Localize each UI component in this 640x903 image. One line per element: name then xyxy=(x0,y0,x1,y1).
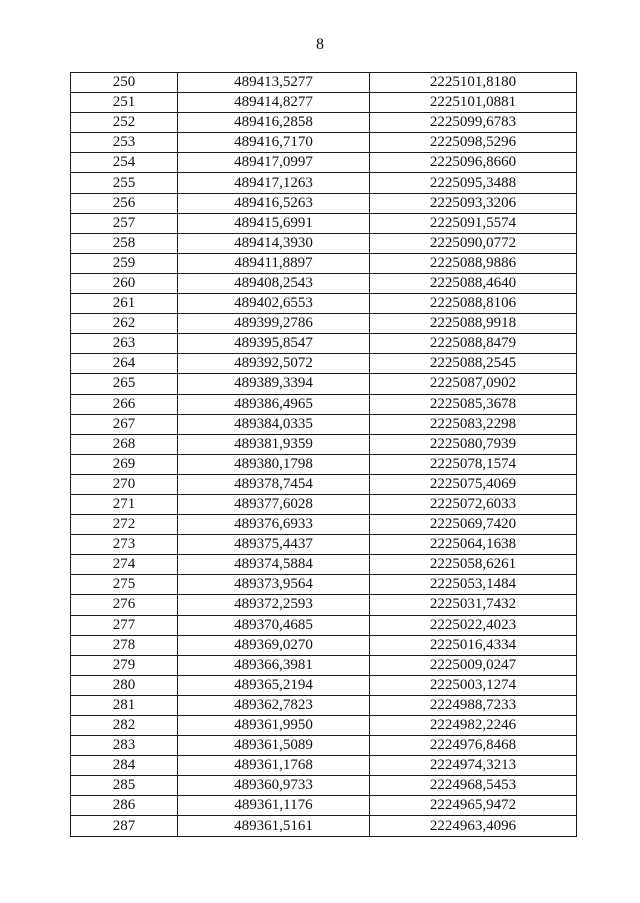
x-coordinate-cell: 489416,5263 xyxy=(178,193,370,213)
x-coordinate-cell: 489386,4965 xyxy=(178,394,370,414)
x-coordinate-cell: 489374,5884 xyxy=(178,555,370,575)
x-coordinate-cell: 489369,0270 xyxy=(178,635,370,655)
point-number-cell: 267 xyxy=(71,414,178,434)
point-number-cell: 275 xyxy=(71,575,178,595)
x-coordinate-cell: 489381,9359 xyxy=(178,434,370,454)
x-coordinate-cell: 489414,8277 xyxy=(178,93,370,113)
x-coordinate-cell: 489376,6933 xyxy=(178,515,370,535)
point-number-cell: 253 xyxy=(71,133,178,153)
y-coordinate-cell: 2224965,9472 xyxy=(370,796,577,816)
y-coordinate-cell: 2225093,3206 xyxy=(370,193,577,213)
point-number-cell: 278 xyxy=(71,635,178,655)
table-row xyxy=(71,334,577,354)
table-row xyxy=(71,314,577,334)
point-number-cell: 250 xyxy=(71,73,178,93)
point-number-cell: 265 xyxy=(71,374,178,394)
y-coordinate-cell: 2225091,5574 xyxy=(370,213,577,233)
y-coordinate-cell: 2225088,2545 xyxy=(370,354,577,374)
point-number-cell: 260 xyxy=(71,273,178,293)
y-coordinate-cell: 2225088,8106 xyxy=(370,294,577,314)
x-coordinate-cell: 489361,9950 xyxy=(178,716,370,736)
y-coordinate-cell: 2225098,5296 xyxy=(370,133,577,153)
table-row xyxy=(71,173,577,193)
y-coordinate-cell: 2225088,4640 xyxy=(370,273,577,293)
point-number-cell: 252 xyxy=(71,113,178,133)
y-coordinate-cell: 2224976,8468 xyxy=(370,736,577,756)
page-number: 8 xyxy=(316,36,324,53)
y-coordinate-cell: 2224974,3213 xyxy=(370,756,577,776)
y-coordinate-cell: 2225064,1638 xyxy=(370,535,577,555)
table-row xyxy=(71,454,577,474)
point-number-cell: 251 xyxy=(71,93,178,113)
x-coordinate-cell: 489399,2786 xyxy=(178,314,370,334)
table-row xyxy=(71,414,577,434)
y-coordinate-cell: 2224982,2246 xyxy=(370,716,577,736)
point-number-cell: 287 xyxy=(71,816,178,836)
point-number-cell: 272 xyxy=(71,515,178,535)
y-coordinate-cell: 2225022,4023 xyxy=(370,615,577,635)
x-coordinate-cell: 489361,5161 xyxy=(178,816,370,836)
x-coordinate-cell: 489370,4685 xyxy=(178,615,370,635)
table-row xyxy=(71,635,577,655)
y-coordinate-cell: 2225095,3488 xyxy=(370,173,577,193)
table-row xyxy=(71,113,577,133)
x-coordinate-cell: 489416,2858 xyxy=(178,113,370,133)
x-coordinate-cell: 489361,1768 xyxy=(178,756,370,776)
x-coordinate-cell: 489413,5277 xyxy=(178,73,370,93)
y-coordinate-cell: 2225003,1274 xyxy=(370,675,577,695)
table-row xyxy=(71,515,577,535)
table-row xyxy=(71,736,577,756)
table-row xyxy=(71,796,577,816)
point-number-cell: 269 xyxy=(71,454,178,474)
table-row xyxy=(71,494,577,514)
y-coordinate-cell: 2225096,8660 xyxy=(370,153,577,173)
x-coordinate-cell: 489361,5089 xyxy=(178,736,370,756)
x-coordinate-cell: 489417,0997 xyxy=(178,153,370,173)
y-coordinate-cell: 2225101,0881 xyxy=(370,93,577,113)
y-coordinate-cell: 2225099,6783 xyxy=(370,113,577,133)
table-row xyxy=(71,776,577,796)
table-row xyxy=(71,354,577,374)
point-number-cell: 255 xyxy=(71,173,178,193)
y-coordinate-cell: 2225085,3678 xyxy=(370,394,577,414)
y-coordinate-cell: 2225088,9886 xyxy=(370,253,577,273)
x-coordinate-cell: 489414,3930 xyxy=(178,233,370,253)
x-coordinate-cell: 489416,7170 xyxy=(178,133,370,153)
point-number-cell: 285 xyxy=(71,776,178,796)
x-coordinate-cell: 489395,8547 xyxy=(178,334,370,354)
coordinates-table-body xyxy=(71,73,577,837)
point-number-cell: 283 xyxy=(71,736,178,756)
point-number-cell: 263 xyxy=(71,334,178,354)
table-row xyxy=(71,193,577,213)
x-coordinate-cell: 489360,9733 xyxy=(178,776,370,796)
y-coordinate-cell: 2225053,1484 xyxy=(370,575,577,595)
point-number-cell: 279 xyxy=(71,655,178,675)
point-number-cell: 256 xyxy=(71,193,178,213)
coordinates-table xyxy=(70,72,577,837)
x-coordinate-cell: 489417,1263 xyxy=(178,173,370,193)
x-coordinate-cell: 489362,7823 xyxy=(178,695,370,715)
table-row xyxy=(71,555,577,575)
y-coordinate-cell: 2225087,0902 xyxy=(370,374,577,394)
x-coordinate-cell: 489415,6991 xyxy=(178,213,370,233)
x-coordinate-cell: 489392,5072 xyxy=(178,354,370,374)
x-coordinate-cell: 489408,2543 xyxy=(178,273,370,293)
point-number-cell: 274 xyxy=(71,555,178,575)
point-number-cell: 262 xyxy=(71,314,178,334)
table-row xyxy=(71,695,577,715)
table-row xyxy=(71,675,577,695)
table-row xyxy=(71,655,577,675)
point-number-cell: 268 xyxy=(71,434,178,454)
x-coordinate-cell: 489380,1798 xyxy=(178,454,370,474)
point-number-cell: 284 xyxy=(71,756,178,776)
y-coordinate-cell: 2224963,4096 xyxy=(370,816,577,836)
point-number-cell: 282 xyxy=(71,716,178,736)
y-coordinate-cell: 2225009,0247 xyxy=(370,655,577,675)
table-row xyxy=(71,233,577,253)
table-row xyxy=(71,294,577,314)
x-coordinate-cell: 489373,9564 xyxy=(178,575,370,595)
y-coordinate-cell: 2225083,2298 xyxy=(370,414,577,434)
point-number-cell: 281 xyxy=(71,695,178,715)
x-coordinate-cell: 489377,6028 xyxy=(178,494,370,514)
point-number-cell: 280 xyxy=(71,675,178,695)
table-row xyxy=(71,816,577,836)
table-row xyxy=(71,213,577,233)
x-coordinate-cell: 489389,3394 xyxy=(178,374,370,394)
table-row xyxy=(71,133,577,153)
x-coordinate-cell: 489384,0335 xyxy=(178,414,370,434)
point-number-cell: 270 xyxy=(71,474,178,494)
y-coordinate-cell: 2225072,6033 xyxy=(370,494,577,514)
x-coordinate-cell: 489365,2194 xyxy=(178,675,370,695)
y-coordinate-cell: 2225075,4069 xyxy=(370,474,577,494)
y-coordinate-cell: 2225090,0772 xyxy=(370,233,577,253)
table-row xyxy=(71,93,577,113)
x-coordinate-cell: 489372,2593 xyxy=(178,595,370,615)
table-row xyxy=(71,716,577,736)
table-row xyxy=(71,474,577,494)
x-coordinate-cell: 489375,4437 xyxy=(178,535,370,555)
point-number-cell: 258 xyxy=(71,233,178,253)
y-coordinate-cell: 2225031,7432 xyxy=(370,595,577,615)
table-row xyxy=(71,394,577,414)
table-row xyxy=(71,273,577,293)
x-coordinate-cell: 489361,1176 xyxy=(178,796,370,816)
point-number-cell: 266 xyxy=(71,394,178,414)
y-coordinate-cell: 2225088,9918 xyxy=(370,314,577,334)
point-number-cell: 257 xyxy=(71,213,178,233)
y-coordinate-cell: 2224968,5453 xyxy=(370,776,577,796)
point-number-cell: 264 xyxy=(71,354,178,374)
table-row xyxy=(71,535,577,555)
y-coordinate-cell: 2225069,7420 xyxy=(370,515,577,535)
point-number-cell: 286 xyxy=(71,796,178,816)
table-row xyxy=(71,595,577,615)
table-row xyxy=(71,756,577,776)
x-coordinate-cell: 489402,6553 xyxy=(178,294,370,314)
point-number-cell: 277 xyxy=(71,615,178,635)
table-row xyxy=(71,374,577,394)
y-coordinate-cell: 2225080,7939 xyxy=(370,434,577,454)
y-coordinate-cell: 2225101,8180 xyxy=(370,73,577,93)
point-number-cell: 259 xyxy=(71,253,178,273)
table-row xyxy=(71,253,577,273)
x-coordinate-cell: 489378,7454 xyxy=(178,474,370,494)
table-row xyxy=(71,153,577,173)
point-number-cell: 254 xyxy=(71,153,178,173)
x-coordinate-cell: 489411,8897 xyxy=(178,253,370,273)
point-number-cell: 271 xyxy=(71,494,178,514)
point-number-cell: 273 xyxy=(71,535,178,555)
point-number-cell: 261 xyxy=(71,294,178,314)
x-coordinate-cell: 489366,3981 xyxy=(178,655,370,675)
y-coordinate-cell: 2225058,6261 xyxy=(370,555,577,575)
table-row xyxy=(71,575,577,595)
y-coordinate-cell: 2225088,8479 xyxy=(370,334,577,354)
point-number-cell: 276 xyxy=(71,595,178,615)
table-row xyxy=(71,73,577,93)
y-coordinate-cell: 2224988,7233 xyxy=(370,695,577,715)
y-coordinate-cell: 2225078,1574 xyxy=(370,454,577,474)
y-coordinate-cell: 2225016,4334 xyxy=(370,635,577,655)
table-row xyxy=(71,615,577,635)
table-row xyxy=(71,434,577,454)
